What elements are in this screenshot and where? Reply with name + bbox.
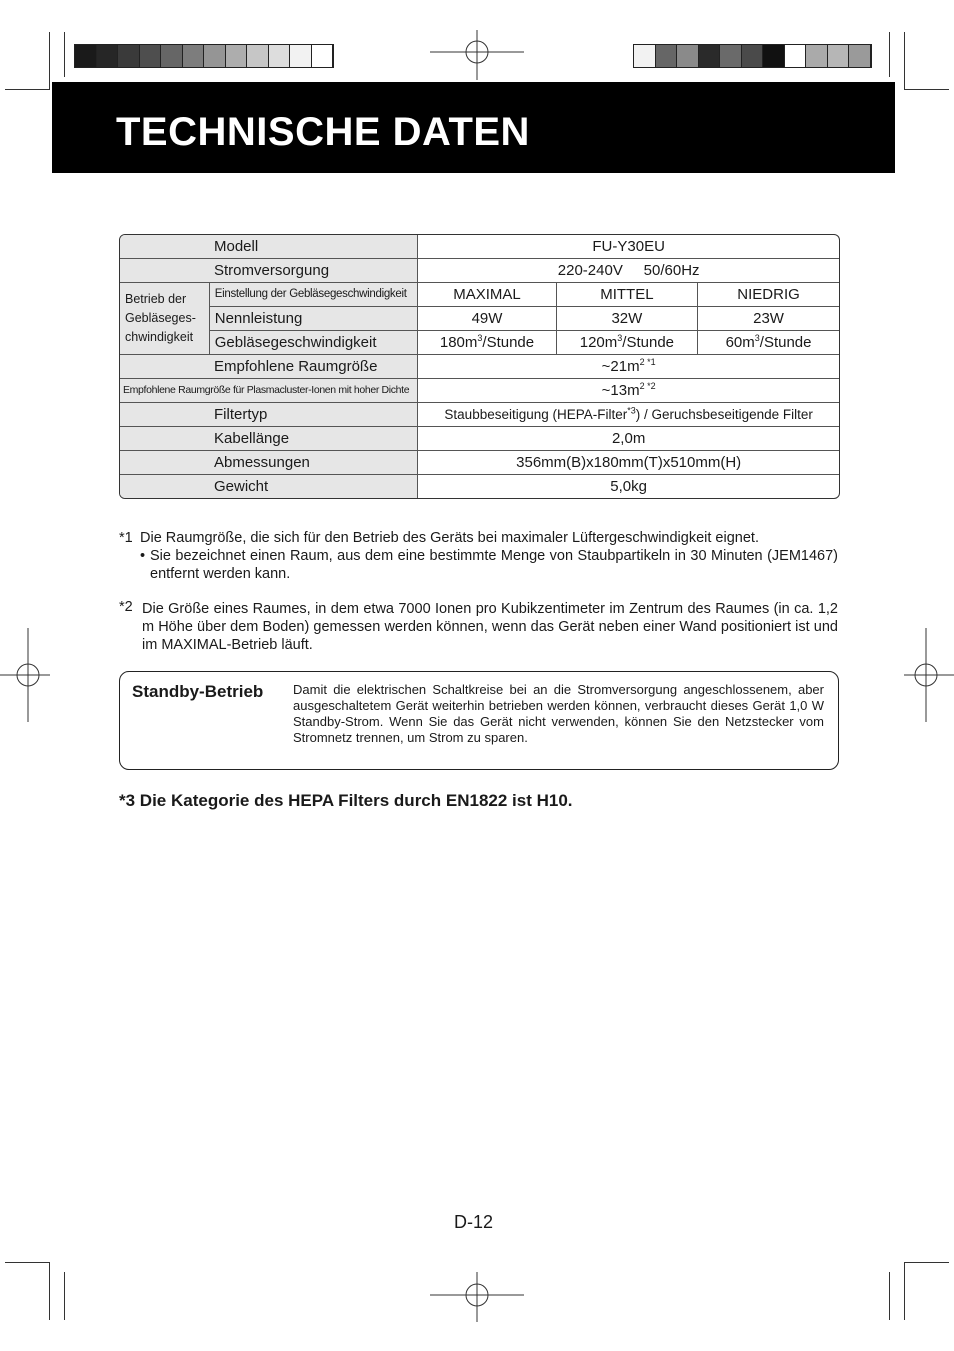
footnote-1-text: Die Raumgröße, die sich für den Betrieb des Geräts bei maximaler Lüftergeschwindigkeit eignet. [140, 530, 759, 546]
color-swatch [742, 45, 764, 67]
table-row [120, 427, 839, 451]
row-label: Gebläsegeschwindigkeit [209, 331, 418, 355]
table-row [120, 283, 839, 307]
voltage: 220-240V [557, 262, 623, 279]
row-label: Empfohlene Raumgröße [120, 355, 418, 379]
color-swatch [785, 45, 807, 67]
group-label: Betrieb der Gebläseges- chwindigkeit [120, 283, 209, 355]
registration-target-top [430, 30, 524, 80]
row-label: Stromversorgung [120, 259, 418, 283]
row-label: Kabellänge [120, 427, 418, 451]
color-bar-right [633, 44, 872, 68]
footnote-2-text: Die Größe eines Raumes, in dem etwa 7000 Ionen pro Kubikzentimeter im Zentrum des Raumes (in ca. 1,2 m Höhe über dem Boden) gemessen werden können, wenn das Gerät neben einer Wand positioniert ist und im MAXIMAL-Betrieb läuft. [142, 601, 838, 653]
color-swatch [247, 45, 269, 67]
footnote-2-mark: *2 [119, 599, 133, 615]
color-swatch [849, 45, 871, 67]
row-label: Einstellung der Gebläsegeschwindigkeit [209, 283, 418, 307]
airflow-max: $180m^3$/Stunde [418, 331, 556, 355]
color-swatch [290, 45, 312, 67]
table-row [120, 451, 839, 475]
mode-mid: MITTEL [556, 283, 697, 307]
row-value: Staubbeseitigung (HEPA-Filter$^{*3}$) / Geruchsbeseitigende Filter [418, 403, 839, 427]
registration-target-right [904, 628, 954, 722]
standby-box [119, 671, 839, 770]
airflow-low: $60m^3$/Stunde [698, 331, 839, 355]
power-max: 49W [418, 307, 556, 331]
table-row [120, 403, 839, 427]
mode-max: MAXIMAL [418, 283, 556, 307]
table-row [120, 379, 839, 403]
table-row [120, 331, 839, 355]
standby-title: Standby-Betrieb [132, 682, 264, 701]
standby-text: Damit die elektrischen Schaltkreise bei an die Stromversorgung angeschlossenem, aber ausgeschaltetem Gerät weiterhin betrieben werden können, verbraucht dieses Gerät 1,0 W Standby-Strom. Wenn Sie das Gerät nicht verwenden, können Sie den Netzstecker vom Stromnetz trennen, um Strom zu sparen. [293, 682, 824, 745]
spec-table [119, 234, 840, 499]
row-value: $\sim 21m^{2 *1}$ [418, 355, 839, 379]
color-swatch [140, 45, 162, 67]
row-label: Nennleistung [209, 307, 418, 331]
color-swatch [269, 45, 291, 67]
color-bar-left [74, 44, 334, 68]
hepa-note: *3 Die Kategorie des HEPA Filters durch EN1822 ist H10. [119, 791, 573, 810]
color-swatch [118, 45, 140, 67]
row-label: Empfohlene Raumgröße für Plasmacluster-Ionen mit hoher Dichte [120, 379, 418, 403]
row-value: 5,0kg [418, 475, 839, 499]
page-number: D-12 [454, 1212, 494, 1232]
registration-target-left [0, 628, 50, 722]
footnote-1-bullet: • [140, 548, 146, 564]
row-value: 2,0m [418, 427, 839, 451]
table-row [120, 235, 839, 259]
power-mid: 32W [556, 307, 697, 331]
color-swatch [161, 45, 183, 67]
row-value: $\sim 13m^{2 *2}$ [418, 379, 839, 403]
row-label: Modell [120, 235, 418, 259]
title-band [52, 82, 895, 173]
row-value: FU-Y30EU [418, 235, 839, 259]
color-swatch [720, 45, 742, 67]
row-label: Filtertyp [120, 403, 418, 427]
color-swatch [75, 45, 97, 67]
mode-low: NIEDRIG [698, 283, 839, 307]
power-low: 23W [698, 307, 839, 331]
color-swatch [828, 45, 850, 67]
row-value: 356mm(B)x180mm(T)x510mm(H) [418, 451, 839, 475]
registration-target-bottom [430, 1272, 524, 1322]
color-swatch [634, 45, 656, 67]
color-swatch [806, 45, 828, 67]
color-swatch [763, 45, 785, 67]
row-label: Abmessungen [120, 451, 418, 475]
color-swatch [656, 45, 678, 67]
table-row [120, 307, 839, 331]
airflow-mid: $120m^3$/Stunde [556, 331, 697, 355]
row-value [418, 259, 839, 283]
footnote-1-mark: *1 [119, 530, 133, 546]
color-swatch [312, 45, 334, 67]
color-swatch [226, 45, 248, 67]
row-label: Gewicht [120, 475, 418, 499]
footnote-1-subtext: Sie bezeichnet einen Raum, aus dem eine bestimmte Menge von Staubpartikeln in 30 Minuten (JEM1467) entfernt werden kann. [150, 548, 838, 582]
color-swatch [699, 45, 721, 67]
color-swatch [183, 45, 205, 67]
color-swatch [204, 45, 226, 67]
frequency: 50/60Hz [643, 262, 700, 279]
color-swatch [97, 45, 119, 67]
table-row [120, 475, 839, 499]
color-swatch [677, 45, 699, 67]
page-title: TECHNISCHE DATEN [116, 110, 530, 154]
table-row [120, 259, 839, 283]
table-row [120, 355, 839, 379]
